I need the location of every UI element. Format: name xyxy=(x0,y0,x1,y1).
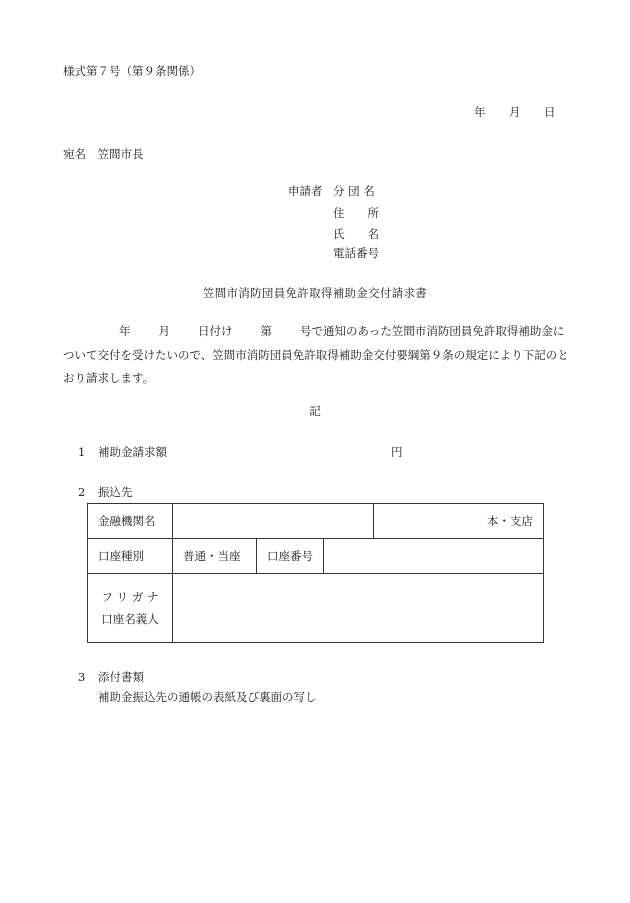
holder-label xyxy=(88,574,173,643)
bank-row-account xyxy=(88,539,544,574)
applicant-name-field: 氏 名 xyxy=(333,227,379,241)
item-2-label: 振込先 xyxy=(98,485,133,499)
item-2-number: 2 xyxy=(78,485,86,499)
item-3-label: 添付書類 xyxy=(98,670,144,684)
account-number-label: 口座番号 xyxy=(257,539,324,574)
date-year: 年 xyxy=(474,105,486,119)
yen-unit: 円 xyxy=(391,445,403,459)
item-1-label: 補助金請求額 xyxy=(98,445,167,459)
holder-name-label: 口座名義人 xyxy=(101,612,159,626)
account-type-options[interactable]: 普通・当座 xyxy=(173,539,257,574)
furigana-label: フ リ ガ ナ xyxy=(101,590,159,604)
applicant-address-field: 住 所 xyxy=(333,206,379,220)
body-year: 年 xyxy=(119,324,131,338)
request-body xyxy=(63,320,571,391)
date-day: 日 xyxy=(544,105,556,119)
applicant-label: 申請者 xyxy=(288,184,323,198)
applicant-branch-field: 分 団 名 xyxy=(333,184,375,198)
branch-label: 本・支店 xyxy=(374,504,544,539)
addressee: 宛名 笠間市長 xyxy=(63,147,144,161)
attachment-description: 補助金振込先の通帳の表紙及び裏面の写し xyxy=(98,690,317,704)
holder-field[interactable] xyxy=(173,574,544,643)
body-text: 号で通知のあった笠間市消防団員免許取得補助金について交付を受けたいので、笠間市消防団員免許取得補助金交付要綱第９条の規定により下記のとおり請求します。 xyxy=(63,324,569,385)
institution-field[interactable] xyxy=(173,504,374,539)
form-number: 様式第７号（第９条関係） xyxy=(63,64,201,78)
body-month: 月 xyxy=(158,324,170,338)
bank-row-holder xyxy=(88,574,544,643)
applicant-phone-field: 電話番号 xyxy=(333,246,379,260)
document-title: 笠間市消防団員免許取得補助金交付請求書 xyxy=(202,286,428,300)
institution-label: 金融機関名 xyxy=(88,504,173,539)
bank-row-institution xyxy=(88,504,544,539)
date-month: 月 xyxy=(509,105,521,119)
account-type-label: 口座種別 xyxy=(88,539,173,574)
body-dated: 日付け xyxy=(198,324,233,338)
body-dai: 第 xyxy=(260,324,272,338)
bank-account-table xyxy=(87,503,544,643)
item-3-number: 3 xyxy=(78,670,86,684)
account-number-field[interactable] xyxy=(324,539,544,574)
item-1-number: 1 xyxy=(78,445,86,459)
ki-heading: 記 xyxy=(309,404,321,418)
